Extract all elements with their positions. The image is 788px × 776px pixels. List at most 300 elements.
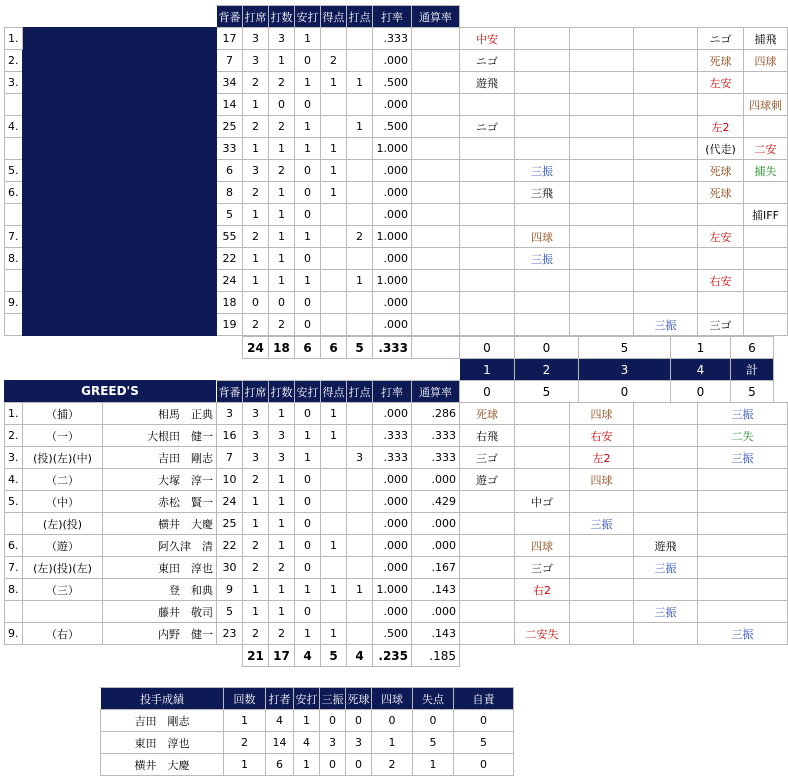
- stat-r: [321, 116, 347, 138]
- home-total-r: 6: [321, 337, 347, 359]
- at-bat-result: 二安: [744, 138, 788, 160]
- at-bat-result: [460, 292, 515, 314]
- at-bat-result: [698, 248, 744, 270]
- at-bat-result: [744, 270, 788, 292]
- at-bat-result: [460, 513, 515, 535]
- stat-h: 0: [295, 557, 321, 579]
- stat-h: 1: [295, 116, 321, 138]
- stat-h: 0: [295, 50, 321, 72]
- stat-rbi: [347, 28, 373, 50]
- stat-num: 7: [217, 50, 243, 72]
- at-bat-result: [460, 204, 515, 226]
- batting-order: 4.: [5, 469, 23, 491]
- scoreboard-cell: 0: [515, 337, 579, 359]
- pitch-stat-h: 1: [294, 710, 320, 732]
- pitch-stat-so: 0: [320, 710, 346, 732]
- stat-rbi: [347, 292, 373, 314]
- stat-r: 1: [321, 579, 347, 601]
- pitching-header-row: [101, 688, 514, 710]
- stat-avg: .500: [373, 623, 412, 645]
- stat-num: 17: [217, 28, 243, 50]
- table-row: [5, 28, 788, 50]
- table-row: [5, 469, 788, 491]
- pitching-header-6: 四球: [372, 688, 413, 710]
- stat-num: 5: [217, 601, 243, 623]
- at-bat-result: [698, 535, 788, 557]
- stat-r: 1: [321, 623, 347, 645]
- at-bat-result: [634, 138, 698, 160]
- scoreboard-cell: 0: [671, 381, 731, 403]
- at-bat-result: 死球: [698, 50, 744, 72]
- pitch-stat-h: 4: [294, 732, 320, 754]
- stat-career: [412, 270, 460, 292]
- stat-ab: 3: [269, 447, 295, 469]
- pitching-header-4: 三振: [320, 688, 346, 710]
- at-bat-result: 中ゴ: [515, 491, 570, 513]
- away-header-4: 得点: [321, 381, 347, 403]
- at-bat-result: [460, 601, 515, 623]
- stat-num: 7: [217, 447, 243, 469]
- scoreboard-cell: 5: [515, 381, 579, 403]
- stat-avg: .333: [373, 28, 412, 50]
- stat-num: 8: [217, 182, 243, 204]
- scoreboard-cell: 計: [731, 359, 774, 381]
- stat-career: [412, 292, 460, 314]
- stat-career: .167: [412, 557, 460, 579]
- stat-ab: 1: [269, 204, 295, 226]
- stat-ab: 1: [269, 535, 295, 557]
- player-name: 赤松 賢一: [103, 491, 217, 513]
- stat-pa: 2: [243, 226, 269, 248]
- at-bat-result: [634, 403, 698, 425]
- stat-r: [321, 270, 347, 292]
- at-bat-result: [515, 447, 570, 469]
- at-bat-result: [460, 623, 515, 645]
- stat-avg: .000: [373, 535, 412, 557]
- at-bat-result: [634, 72, 698, 94]
- table-row: [101, 754, 514, 776]
- stat-rbi: [347, 623, 373, 645]
- player-name: 東田 淳也: [103, 557, 217, 579]
- at-bat-result: [570, 292, 634, 314]
- at-bat-result: [698, 601, 788, 623]
- at-bat-result: [744, 292, 788, 314]
- at-bat-result: 四球: [515, 226, 570, 248]
- stat-avg: .000: [373, 403, 412, 425]
- at-bat-result: [570, 138, 634, 160]
- pitch-stat-r: 0: [413, 710, 454, 732]
- stat-pa: 1: [243, 270, 269, 292]
- stat-avg: .500: [373, 72, 412, 94]
- table-row: [5, 601, 788, 623]
- at-bat-result: [460, 138, 515, 160]
- player-position: （右）: [23, 623, 103, 645]
- scoreboard-cell: 1: [460, 359, 515, 381]
- stat-r: 1: [321, 425, 347, 447]
- stat-avg: .333: [373, 425, 412, 447]
- at-bat-result: 三振: [698, 623, 788, 645]
- stat-h: 0: [295, 94, 321, 116]
- pitch-stat-bb: 2: [372, 754, 413, 776]
- table-row: [5, 403, 788, 425]
- away-header-2: 打数: [269, 381, 295, 403]
- stat-career: [412, 182, 460, 204]
- at-bat-result: 四球: [744, 50, 788, 72]
- at-bat-result: 三振: [634, 314, 698, 336]
- at-bat-result: [515, 50, 570, 72]
- at-bat-result: [570, 270, 634, 292]
- at-bat-result: [460, 491, 515, 513]
- away-total-r: 5: [321, 645, 347, 667]
- stat-avg: .000: [373, 160, 412, 182]
- stat-h: 1: [295, 579, 321, 601]
- stat-career: [412, 248, 460, 270]
- at-bat-result: [634, 513, 698, 535]
- away-stat-header-row: [217, 381, 460, 403]
- away-team-name: GREED'S: [81, 384, 139, 398]
- table-row: [5, 513, 788, 535]
- stat-career: [412, 72, 460, 94]
- stat-h: 0: [295, 292, 321, 314]
- at-bat-result: [570, 623, 634, 645]
- at-bat-result: [634, 50, 698, 72]
- pitcher-name: 横井 大慶: [101, 754, 224, 776]
- stat-rbi: [347, 425, 373, 447]
- pitching-header-2: 打者: [266, 688, 294, 710]
- stat-r: 1: [321, 160, 347, 182]
- at-bat-result: 遊ゴ: [460, 469, 515, 491]
- stat-h: 1: [295, 270, 321, 292]
- home-team-name-cell: [23, 28, 217, 336]
- stat-avg: .000: [373, 314, 412, 336]
- at-bat-result: [634, 425, 698, 447]
- at-bat-result: [515, 116, 570, 138]
- stat-h: 0: [295, 182, 321, 204]
- pitch-stat-er: 0: [454, 710, 514, 732]
- batting-order: [5, 601, 23, 623]
- home-stat-header-row: [217, 6, 460, 28]
- stat-pa: 1: [243, 138, 269, 160]
- player-position: （三）: [23, 579, 103, 601]
- stat-ab: 1: [269, 601, 295, 623]
- scoreboard-away-runs: [460, 381, 774, 403]
- batting-order: [5, 513, 23, 535]
- stat-r: [321, 94, 347, 116]
- at-bat-result: [460, 535, 515, 557]
- stat-r: 1: [321, 535, 347, 557]
- at-bat-result: [460, 226, 515, 248]
- at-bat-result: [515, 513, 570, 535]
- scoreboard-home-runs: [460, 337, 774, 359]
- at-bat-result: [515, 270, 570, 292]
- stat-r: [321, 28, 347, 50]
- at-bat-result: [634, 623, 698, 645]
- stat-r: 1: [321, 403, 347, 425]
- stat-num: 19: [217, 314, 243, 336]
- batting-order: 1.: [5, 403, 23, 425]
- home-header-1: 打席: [243, 6, 269, 28]
- at-bat-result: [515, 72, 570, 94]
- stat-pa: 2: [243, 182, 269, 204]
- away-total-h: 4: [295, 645, 321, 667]
- at-bat-result: 四球: [570, 403, 634, 425]
- home-total-h: 6: [295, 337, 321, 359]
- at-bat-result: [634, 204, 698, 226]
- away-total-avg: .235: [373, 645, 412, 667]
- away-header-6: 打率: [373, 381, 412, 403]
- stat-num: 9: [217, 579, 243, 601]
- home-totals-row: [242, 336, 460, 359]
- stat-pa: 2: [243, 72, 269, 94]
- stat-ab: 0: [269, 94, 295, 116]
- player-position: (左)(投): [23, 513, 103, 535]
- pitch-stat-er: 0: [454, 754, 514, 776]
- batting-order: 7.: [5, 557, 23, 579]
- batting-order: 7.: [5, 226, 23, 248]
- away-total-career: .185: [412, 645, 460, 667]
- at-bat-result: 三ゴ: [515, 557, 570, 579]
- stat-h: 0: [295, 535, 321, 557]
- stat-r: [321, 314, 347, 336]
- pitch-stat-ip: 1: [224, 710, 266, 732]
- away-stats-header: [216, 380, 460, 403]
- table-row: [5, 623, 788, 645]
- stat-num: 18: [217, 292, 243, 314]
- stat-rbi: [347, 513, 373, 535]
- stat-pa: 2: [243, 469, 269, 491]
- stat-rbi: 1: [347, 72, 373, 94]
- stat-career: [412, 50, 460, 72]
- player-name: 藤井 敬司: [103, 601, 217, 623]
- home-header-5: 打点: [347, 6, 373, 28]
- home-header-0: 背番: [217, 6, 243, 28]
- stat-pa: 3: [243, 447, 269, 469]
- at-bat-result: 左安: [698, 226, 744, 248]
- at-bat-result: ニゴ: [460, 116, 515, 138]
- at-bat-result: [570, 50, 634, 72]
- batting-order: 6.: [5, 535, 23, 557]
- stat-career: .333: [412, 447, 460, 469]
- stat-rbi: 1: [347, 116, 373, 138]
- at-bat-result: [570, 204, 634, 226]
- at-bat-result: 左2: [570, 447, 634, 469]
- stat-avg: .000: [373, 557, 412, 579]
- stat-pa: 0: [243, 292, 269, 314]
- player-name: 相馬 正典: [103, 403, 217, 425]
- at-bat-result: 二失: [698, 425, 788, 447]
- at-bat-result: [515, 138, 570, 160]
- home-header-2: 打数: [269, 6, 295, 28]
- stat-rbi: [347, 601, 373, 623]
- stat-h: 0: [295, 248, 321, 270]
- stat-career: [412, 116, 460, 138]
- home-stats-header: [216, 5, 460, 28]
- stat-avg: 1.000: [373, 270, 412, 292]
- player-position: (投)(左)(中): [23, 447, 103, 469]
- pitch-stat-ip: 1: [224, 754, 266, 776]
- at-bat-result: [460, 270, 515, 292]
- scoreboard-cell: 1: [671, 337, 731, 359]
- stat-career: .429: [412, 491, 460, 513]
- pitch-stat-bb: 1: [372, 732, 413, 754]
- stat-career: [412, 94, 460, 116]
- stat-career: [412, 204, 460, 226]
- stat-r: [321, 447, 347, 469]
- at-bat-result: [460, 579, 515, 601]
- batting-order: 1.: [5, 28, 23, 50]
- stat-pa: 1: [243, 601, 269, 623]
- at-bat-result: [515, 314, 570, 336]
- stat-avg: .000: [373, 601, 412, 623]
- pitching-header-1: 回数: [224, 688, 266, 710]
- at-bat-result: 右2: [515, 579, 570, 601]
- batting-order: [5, 270, 23, 292]
- table-row: [101, 710, 514, 732]
- stat-pa: 2: [243, 557, 269, 579]
- at-bat-result: 四球刺: [744, 94, 788, 116]
- at-bat-result: [460, 182, 515, 204]
- at-bat-result: [698, 513, 788, 535]
- stat-r: [321, 491, 347, 513]
- stat-rbi: [347, 403, 373, 425]
- at-bat-result: [634, 469, 698, 491]
- at-bat-result: 捕飛: [744, 28, 788, 50]
- at-bat-result: 三振: [634, 601, 698, 623]
- pitch-stat-hbp: 3: [346, 732, 372, 754]
- scoreboard-cell: 0: [579, 381, 671, 403]
- player-name: 登 和典: [103, 579, 217, 601]
- at-bat-result: 左2: [698, 116, 744, 138]
- stat-avg: 1.000: [373, 579, 412, 601]
- at-bat-result: [634, 447, 698, 469]
- at-bat-result: [570, 491, 634, 513]
- stat-avg: .333: [373, 447, 412, 469]
- scoreboard-cell: 3: [579, 359, 671, 381]
- pitch-stat-h: 1: [294, 754, 320, 776]
- stat-num: 6: [217, 160, 243, 182]
- stat-pa: 1: [243, 513, 269, 535]
- stat-ab: 1: [269, 513, 295, 535]
- stat-num: 5: [217, 204, 243, 226]
- player-position: [23, 601, 103, 623]
- stat-ab: 3: [269, 425, 295, 447]
- pitch-stat-hbp: 0: [346, 754, 372, 776]
- stat-ab: 2: [269, 623, 295, 645]
- stat-career: [412, 226, 460, 248]
- stat-ab: 1: [269, 491, 295, 513]
- at-bat-result: 四球: [515, 535, 570, 557]
- batting-order: [5, 138, 23, 160]
- stat-ab: 2: [269, 160, 295, 182]
- stat-avg: .000: [373, 204, 412, 226]
- at-bat-result: 右飛: [460, 425, 515, 447]
- stat-h: 1: [295, 425, 321, 447]
- batting-order: 8.: [5, 579, 23, 601]
- stat-ab: 1: [269, 248, 295, 270]
- at-bat-result: (代走): [698, 138, 744, 160]
- at-bat-result: 三振: [570, 513, 634, 535]
- at-bat-result: [570, 28, 634, 50]
- scoreboard-cell: 5: [579, 337, 671, 359]
- stat-pa: 1: [243, 248, 269, 270]
- at-bat-result: 遊飛: [634, 535, 698, 557]
- stat-pa: 1: [243, 491, 269, 513]
- pitching-header-3: 安打: [294, 688, 320, 710]
- away-header-1: 打席: [243, 381, 269, 403]
- pitch-stat-r: 1: [413, 754, 454, 776]
- away-total-ab: 17: [269, 645, 295, 667]
- player-position: （遊）: [23, 535, 103, 557]
- home-header-7: 通算率: [412, 6, 460, 28]
- pitcher-name: 吉田 剛志: [101, 710, 224, 732]
- player-name: 吉田 剛志: [103, 447, 217, 469]
- stat-ab: 1: [269, 403, 295, 425]
- at-bat-result: 遊飛: [460, 72, 515, 94]
- batting-order: 3.: [5, 72, 23, 94]
- stat-num: 3: [217, 403, 243, 425]
- at-bat-result: [634, 94, 698, 116]
- away-header-5: 打点: [347, 381, 373, 403]
- stat-avg: .000: [373, 50, 412, 72]
- stat-num: 30: [217, 557, 243, 579]
- stat-pa: 1: [243, 94, 269, 116]
- stat-rbi: [347, 248, 373, 270]
- at-bat-result: 三振: [698, 447, 788, 469]
- scoreboard: [459, 336, 774, 403]
- at-bat-result: 死球: [698, 160, 744, 182]
- stat-ab: 2: [269, 557, 295, 579]
- batting-order: 2.: [5, 50, 23, 72]
- home-total-rbi: 5: [347, 337, 373, 359]
- pitch-stat-bb: 0: [372, 710, 413, 732]
- pitching-header-5: 死球: [346, 688, 372, 710]
- stat-h: 0: [295, 469, 321, 491]
- stat-num: 22: [217, 248, 243, 270]
- at-bat-result: [515, 204, 570, 226]
- pitch-stat-ip: 2: [224, 732, 266, 754]
- stat-ab: 1: [269, 469, 295, 491]
- stat-pa: 1: [243, 204, 269, 226]
- player-name: 大根田 健一: [103, 425, 217, 447]
- at-bat-result: [634, 579, 698, 601]
- stat-rbi: [347, 557, 373, 579]
- at-bat-result: [570, 116, 634, 138]
- stat-avg: .000: [373, 182, 412, 204]
- home-total-ab: 18: [269, 337, 295, 359]
- stat-rbi: 2: [347, 226, 373, 248]
- scoreboard-cell: 5: [731, 381, 774, 403]
- at-bat-result: 左安: [698, 72, 744, 94]
- stat-r: [321, 226, 347, 248]
- away-totals-row: [242, 644, 460, 667]
- stat-rbi: 1: [347, 270, 373, 292]
- stat-pa: 2: [243, 535, 269, 557]
- at-bat-result: [698, 491, 788, 513]
- stat-career: .000: [412, 535, 460, 557]
- away-header-0: 背番: [217, 381, 243, 403]
- away-team-header: [4, 380, 216, 402]
- stat-rbi: 3: [347, 447, 373, 469]
- at-bat-result: [570, 160, 634, 182]
- table-row: [5, 535, 788, 557]
- stat-career: .000: [412, 469, 460, 491]
- table-row: [101, 732, 514, 754]
- stat-pa: 2: [243, 623, 269, 645]
- stat-ab: 1: [269, 579, 295, 601]
- pitching-table: [100, 687, 514, 776]
- at-bat-result: [634, 182, 698, 204]
- stat-h: 0: [295, 513, 321, 535]
